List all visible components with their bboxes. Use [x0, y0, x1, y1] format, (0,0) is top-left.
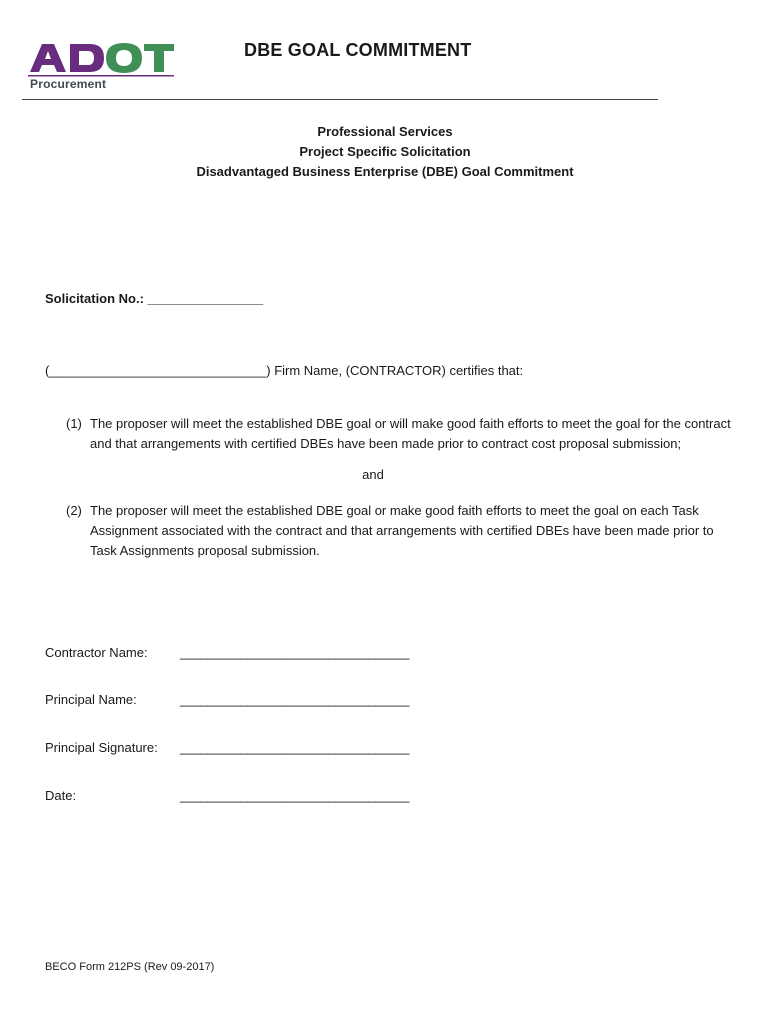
- item-text-line: The proposer will meet the established DBE goal or make good faith efforts to meet the goal on each Task: [90, 503, 699, 518]
- logo-subtitle: Procurement: [30, 77, 107, 91]
- item-text-line: and that arrangements with certified DBEs have been made prior to contract cost proposal submission;: [90, 436, 682, 451]
- subtitle-line-3: Disadvantaged Business Enterprise (DBE) Goal Commitment: [196, 164, 574, 179]
- form-footer: BECO Form 212PS (Rev 09-2017): [45, 961, 215, 973]
- item-number: (1): [66, 416, 82, 431]
- logo-letter-d: [70, 44, 104, 72]
- solicitation-field: [45, 291, 263, 306]
- firm-certification-text: Firm Name, (CONTRACTOR) certifies that:: [274, 363, 524, 378]
- item-text-line: Assignment associated with the contract and that arrangements with certified DBEs have been made prior to: [90, 523, 714, 538]
- subtitle-line-2: Project Specific Solicitation: [299, 144, 471, 159]
- date-label: Date:: [45, 788, 77, 803]
- commitment-item-1: [66, 414, 736, 454]
- logo-letter-t: [144, 44, 174, 72]
- contractor-name-label: Contractor Name:: [45, 645, 148, 660]
- header-divider: [22, 99, 658, 100]
- logo-letter-a: [30, 44, 66, 72]
- solicitation-blank[interactable]: ________________: [147, 291, 264, 306]
- principal-signature-blank[interactable]: __________________________________: [180, 740, 409, 755]
- item-number: (2): [66, 503, 82, 518]
- firm-certification-line: [45, 361, 523, 381]
- document-title: DBE GOAL COMMITMENT: [244, 40, 472, 60]
- logo-letter-o: [106, 43, 142, 73]
- item-text-line: The proposer will meet the established DBE goal or will make good faith efforts to meet the goal for the contract: [90, 416, 731, 431]
- date-blank[interactable]: __________________________________: [180, 788, 409, 803]
- contractor-name-blank[interactable]: __________________________________: [180, 645, 409, 660]
- firm-name-blank[interactable]: (______________________________): [45, 363, 271, 378]
- principal-name-blank[interactable]: __________________________________: [180, 692, 409, 707]
- commitment-item-2: [66, 501, 736, 561]
- subtitle-line-1: Professional Services: [317, 124, 453, 139]
- principal-signature-label: Principal Signature:: [45, 740, 158, 755]
- and-connector: and: [362, 467, 384, 482]
- item-text-line: Task Assignments proposal submission.: [90, 543, 320, 558]
- principal-name-label: Principal Name:: [45, 692, 137, 707]
- solicitation-label: Solicitation No.:: [45, 291, 144, 306]
